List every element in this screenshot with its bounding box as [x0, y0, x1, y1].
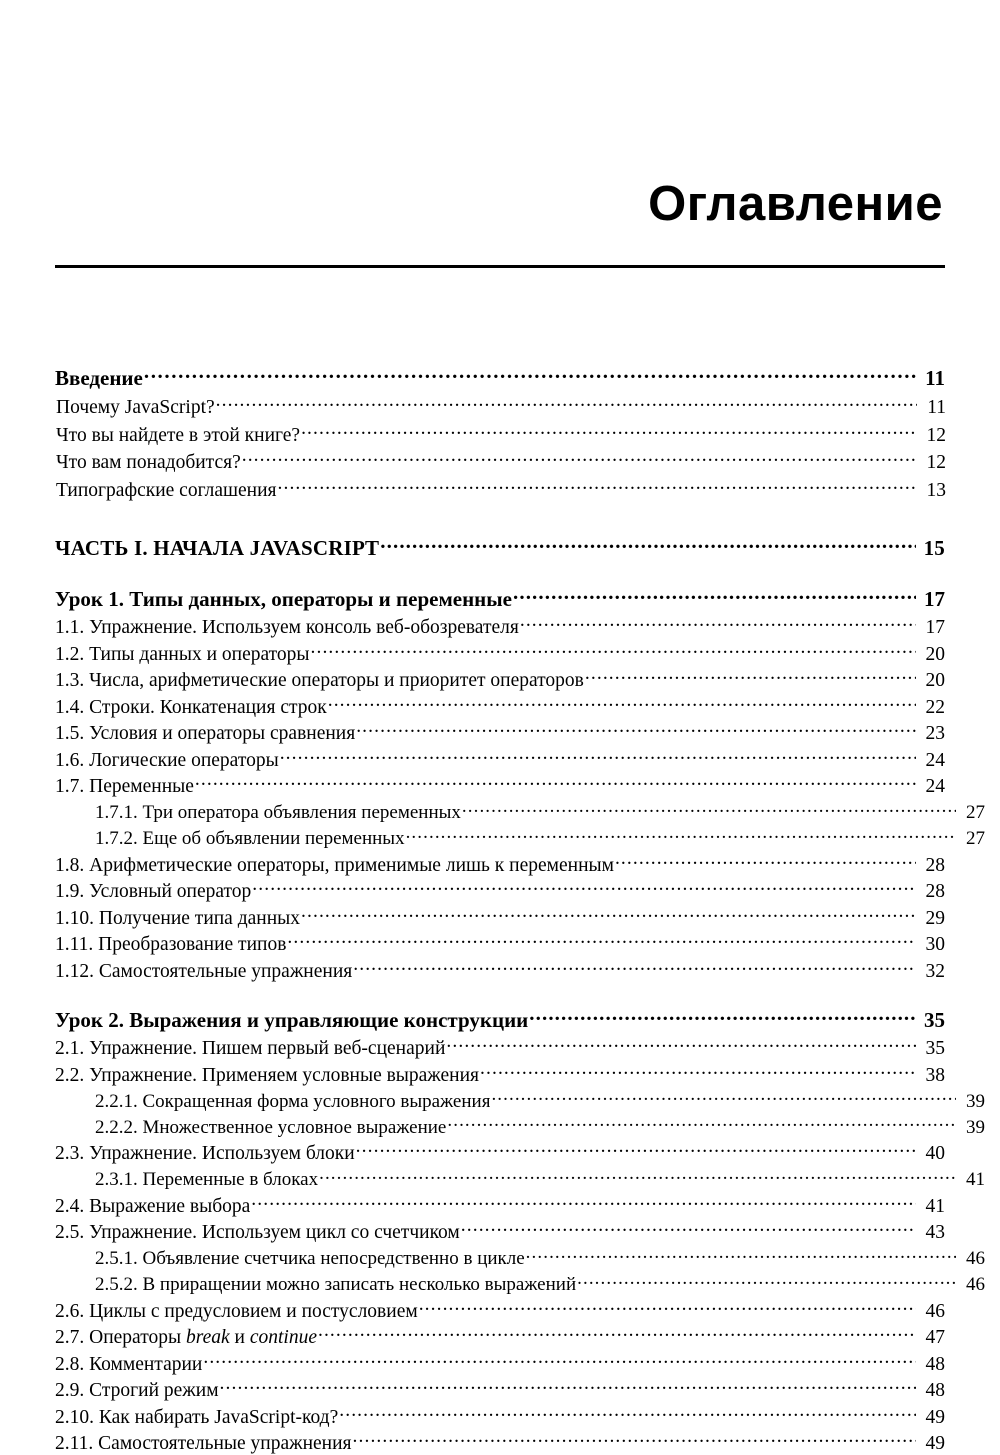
toc-entry-label: 2.3.1. Переменные в блоках — [95, 1169, 319, 1191]
toc-spacer — [55, 984, 945, 1006]
toc-entry[interactable] — [55, 476, 946, 502]
toc-entry[interactable] — [55, 1219, 945, 1245]
toc-page-number: 24 — [925, 749, 945, 771]
toc-entry-label: 2.5.1. Объявление счетчика непосредственно в цикле — [95, 1248, 525, 1270]
toc-page-number: 43 — [925, 1222, 945, 1244]
toc-entry[interactable] — [55, 1006, 945, 1033]
toc-leader-dots — [319, 1166, 956, 1185]
toc-entry-label: 2.2.2. Множественное условное выражение — [95, 1116, 447, 1138]
toc-entry-label: 2.5. Упражнение. Используем цикл со счетчиком — [55, 1222, 460, 1244]
toc-entry-label: 1.1. Упражнение. Используем консоль веб-обозревателя — [55, 617, 519, 639]
toc-entry[interactable] — [55, 851, 945, 877]
toc-entry-label: 1.8. Арифметические операторы, применимые лишь к переменным — [55, 854, 614, 876]
toc-leader-dots — [520, 614, 916, 634]
toc-page-number: 28 — [925, 881, 945, 903]
toc-leader-dots — [356, 720, 916, 740]
toc-leader-dots — [278, 476, 918, 496]
toc-entry[interactable] — [55, 1245, 985, 1270]
toc-page-number: 41 — [966, 1169, 985, 1191]
title-divider — [55, 265, 945, 268]
toc-entry-label: 2.1. Упражнение. Пишем первый веб-сценарий — [55, 1038, 446, 1060]
toc-entry[interactable] — [55, 640, 945, 666]
toc-page-number: 32 — [925, 960, 945, 982]
toc-leader-dots — [446, 1035, 916, 1055]
toc-page-number: 38 — [925, 1064, 945, 1086]
toc-leader-dots — [328, 693, 916, 713]
toc-entry[interactable] — [55, 1035, 945, 1061]
toc-entry[interactable] — [55, 904, 945, 930]
toc-leader-dots — [203, 1350, 916, 1370]
toc-page-number: 39 — [966, 1116, 985, 1138]
toc-entry[interactable] — [55, 1114, 985, 1139]
toc-spacer — [55, 504, 945, 534]
toc-entry[interactable] — [55, 614, 945, 640]
toc-leader-dots — [242, 449, 917, 469]
toc-page-number: 17 — [924, 586, 945, 611]
toc-leader-dots — [339, 1403, 916, 1423]
toc-entry[interactable] — [55, 825, 985, 850]
toc-page-number: 20 — [925, 670, 945, 692]
toc-leader-dots — [480, 1061, 916, 1081]
toc-entry[interactable] — [55, 449, 946, 475]
toc-page-number: 12 — [926, 452, 946, 474]
toc-leader-dots — [220, 1377, 916, 1397]
toc-leader-dots — [353, 1430, 916, 1450]
toc-leader-dots — [353, 957, 916, 977]
table-of-contents — [55, 364, 985, 1455]
toc-leader-dots — [280, 746, 916, 766]
toc-entry[interactable] — [55, 720, 945, 746]
toc-entry[interactable] — [55, 693, 945, 719]
toc-leader-dots — [585, 667, 916, 687]
toc-entry[interactable] — [55, 1166, 985, 1191]
toc-entry[interactable] — [55, 957, 945, 983]
toc-entry[interactable] — [55, 1088, 985, 1113]
toc-entry[interactable] — [55, 667, 945, 693]
toc-page-number: 30 — [925, 934, 945, 956]
toc-page-number: 35 — [925, 1038, 945, 1060]
toc-leader-dots — [301, 904, 916, 924]
toc-entry[interactable] — [55, 931, 945, 957]
toc-entry-label: 1.2. Типы данных и операторы — [55, 643, 310, 665]
toc-entry-label: 1.7.1. Три оператора объявления переменных — [95, 802, 461, 824]
toc-page-number: 27 — [966, 802, 985, 824]
toc-page-number: 11 — [927, 397, 946, 419]
toc-page-number: 35 — [924, 1007, 945, 1032]
toc-leader-dots — [287, 931, 916, 951]
toc-page-number: 27 — [966, 828, 985, 850]
toc-page-number: 46 — [966, 1274, 985, 1296]
toc-page-number: 12 — [926, 424, 946, 446]
page-title: Оглавление — [648, 176, 943, 231]
toc-entry-label: 2.3. Упражнение. Используем блоки — [55, 1143, 355, 1165]
toc-leader-dots — [251, 1192, 916, 1212]
toc-entry-label: 1.7.2. Еще об объявлении переменных — [95, 828, 405, 850]
toc-leader-dots — [529, 1006, 916, 1027]
toc-entry[interactable] — [55, 878, 945, 904]
toc-entry-label: 1.9. Условный оператор — [55, 881, 252, 903]
toc-leader-dots — [447, 1114, 956, 1133]
toc-page-number: 22 — [925, 696, 945, 718]
toc-entry-label: 2.8. Комментарии — [55, 1353, 203, 1375]
toc-leader-dots — [406, 825, 956, 844]
toc-entry-label: 2.5.2. В приращении можно записать несколько выражений — [95, 1274, 577, 1296]
toc-leader-dots — [513, 585, 916, 606]
page — [0, 33, 1000, 1455]
toc-entry[interactable] — [55, 1377, 945, 1403]
toc-entry[interactable] — [55, 746, 945, 772]
toc-entry[interactable] — [55, 585, 945, 612]
toc-entry[interactable] — [55, 1350, 945, 1376]
toc-entry-label: Введение — [55, 365, 143, 390]
toc-entry[interactable] — [55, 1297, 945, 1323]
toc-entry[interactable] — [55, 534, 945, 561]
toc-leader-dots — [615, 851, 916, 871]
toc-page-number: 46 — [925, 1300, 945, 1322]
toc-entry-label: 2.11. Самостоятельные упражнения — [55, 1433, 352, 1455]
toc-entry-label: 1.6. Логические операторы — [55, 749, 279, 771]
toc-entry[interactable] — [55, 1403, 945, 1429]
toc-entry-label: 1.10. Получение типа данных — [55, 907, 301, 929]
toc-page-number: 48 — [925, 1380, 945, 1402]
toc-page-number: 49 — [925, 1433, 945, 1455]
toc-entry-label: 2.6. Циклы с предусловием и постусловием — [55, 1300, 418, 1322]
toc-entry-label: 1.11. Преобразование типов — [55, 934, 287, 956]
toc-page-number: 49 — [925, 1406, 945, 1428]
toc-page-number: 11 — [925, 365, 945, 390]
toc-leader-dots — [195, 773, 916, 793]
toc-page-number: 46 — [966, 1248, 985, 1270]
toc-leader-dots — [419, 1297, 916, 1317]
toc-entry-label: 2.9. Строгий режим — [55, 1380, 219, 1402]
toc-entry-label: 1.12. Самостоятельные упражнения — [55, 960, 353, 982]
toc-leader-dots — [526, 1245, 956, 1264]
toc-page-number: 15 — [923, 535, 945, 560]
toc-entry[interactable] — [55, 394, 946, 420]
toc-entry[interactable] — [55, 1271, 985, 1296]
toc-page-number: 29 — [925, 907, 945, 929]
toc-leader-dots — [252, 878, 916, 898]
toc-leader-dots — [216, 394, 917, 414]
toc-entry-label: Урок 1. Типы данных, операторы и переменные — [55, 586, 512, 611]
toc-page-number: 24 — [925, 776, 945, 798]
toc-leader-dots — [144, 364, 916, 385]
toc-leader-dots — [380, 534, 916, 555]
toc-leader-dots — [577, 1271, 956, 1290]
toc-page-number: 40 — [925, 1143, 945, 1165]
toc-leader-dots — [491, 1088, 956, 1107]
toc-page-number: 39 — [966, 1090, 985, 1112]
toc-entry-label: 1.5. Условия и операторы сравнения — [55, 723, 356, 745]
toc-page-number: 17 — [925, 617, 945, 639]
toc-page-number: 48 — [925, 1353, 945, 1375]
toc-entry-label: Почему JavaScript? — [56, 397, 215, 419]
toc-page-number: 20 — [925, 643, 945, 665]
toc-entry[interactable] — [55, 773, 945, 799]
toc-page-number: 41 — [925, 1195, 945, 1217]
toc-entry[interactable] — [55, 364, 945, 391]
toc-entry-label: 2.4. Выражение выбора — [55, 1195, 251, 1217]
toc-entry-label: 2.7. Операторы break и continue — [55, 1327, 317, 1349]
toc-leader-dots — [311, 640, 917, 660]
toc-entry[interactable] — [55, 1430, 945, 1455]
toc-page-number: 13 — [926, 479, 946, 501]
toc-entry-label: Урок 2. Выражения и управляющие конструкции — [55, 1007, 529, 1032]
toc-entry[interactable] — [55, 1140, 945, 1166]
toc-spacer — [55, 563, 945, 585]
toc-leader-dots — [301, 421, 917, 441]
toc-entry[interactable] — [55, 1324, 945, 1350]
toc-entry-label: 2.2. Упражнение. Применяем условные выражения — [55, 1064, 480, 1086]
toc-entry-label: Типографские соглашения — [56, 479, 277, 501]
toc-entry-label: 1.4. Строки. Конкатенация строк — [55, 696, 327, 718]
toc-entry-label: 2.10. Как набирать JavaScript-код? — [55, 1406, 339, 1428]
toc-leader-dots — [462, 799, 956, 818]
toc-entry-label: 2.2.1. Сокращенная форма условного выражения — [95, 1090, 491, 1112]
toc-entry[interactable] — [55, 799, 985, 824]
toc-page-number: 28 — [925, 854, 945, 876]
toc-entry-label: 1.7. Переменные — [55, 776, 194, 798]
toc-page-number: 47 — [925, 1327, 945, 1349]
toc-page-number: 23 — [925, 723, 945, 745]
toc-entry-label: 1.3. Числа, арифметические операторы и приоритет операторов — [55, 670, 584, 692]
toc-leader-dots — [318, 1324, 916, 1344]
toc-leader-dots — [356, 1140, 916, 1160]
toc-entry[interactable] — [55, 1061, 945, 1087]
toc-entry[interactable] — [55, 421, 946, 447]
toc-entry-label: Что вы найдете в этой книге? — [56, 424, 301, 446]
toc-entry-label: ЧАСТЬ I. НАЧАЛА JAVASCRIPT — [55, 535, 380, 560]
toc-entry-label: Что вам понадобится? — [56, 452, 241, 474]
toc-entry[interactable] — [55, 1192, 945, 1218]
toc-leader-dots — [461, 1219, 916, 1239]
